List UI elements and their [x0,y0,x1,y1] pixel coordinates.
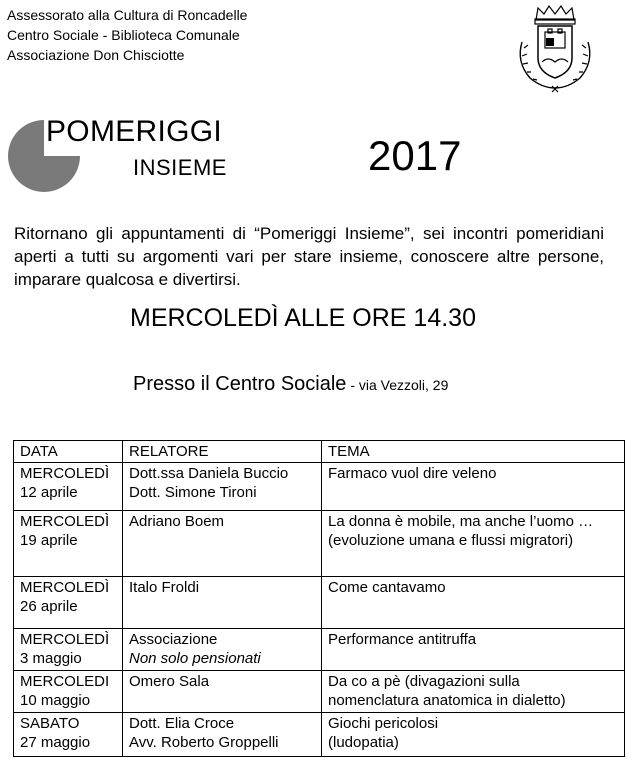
date: 27 maggio [20,734,91,751]
table-row [14,713,625,757]
date-cell [14,671,123,713]
date-cell [14,577,123,629]
column-header-date: DATA [14,441,123,463]
topic-detail: nomenclatura anatomica in dialetto) [328,692,566,709]
topic-cell [322,629,625,671]
date-cell [14,463,123,511]
speaker-cell [123,577,322,629]
table-row [14,671,625,713]
year: 2017 [368,132,462,179]
header-line-3: Associazione Don Chisciotte [7,47,185,63]
topic: Come cantavamo [328,579,446,596]
date: 10 maggio [20,692,91,709]
speaker-cell [123,463,322,511]
speaker: Italo Froldi [129,579,200,596]
date: 26 aprile [20,598,78,615]
speaker: Omero Sala [129,673,210,690]
day: MERCOLEDÌ [20,513,110,530]
topic-cell [322,511,625,577]
schedule-time: MERCOLEDÌ ALLE ORE 14.30 [130,304,476,332]
table-header-row [14,441,625,463]
day: MERCOLEDÌ [20,631,110,648]
speaker-cell [123,671,322,713]
topic: Da co a pè (divagazioni sulla [328,673,520,690]
topic-cell [322,463,625,511]
table-row [14,629,625,671]
topic-detail: (ludopatia) [328,734,399,751]
speaker: Dott.ssa Daniela Buccio [129,465,289,482]
schedule-table [13,440,625,757]
speaker-affiliation: Non solo pensionati [129,650,261,667]
date-cell [14,511,123,577]
table-row [14,511,625,577]
column-header-topic: TEMA [322,441,625,463]
date-cell [14,629,123,671]
speaker: Associazione [129,631,218,648]
day: MERCOLEDI [20,673,110,690]
municipal-crest-icon [508,2,602,94]
date-cell [14,713,123,757]
speaker-cell [123,629,322,671]
topic: Performance antitruffa [328,631,477,648]
date: 12 aprile [20,484,78,501]
venue [133,373,448,396]
topic-cell [322,577,625,629]
table-row [14,463,625,511]
table-row [14,577,625,629]
topic: Giochi pericolosi [328,715,439,732]
topic-cell [322,713,625,757]
day: MERCOLEDÌ [20,465,110,482]
speaker-cell [123,713,322,757]
venue-address: - via Vezzoli, 29 [346,377,449,393]
date: 19 aprile [20,532,78,549]
header-line-2: Centro Sociale - Biblioteca Comunale [7,27,240,43]
day: SABATO [20,715,80,732]
speaker: Adriano Boem [129,513,225,530]
speaker-cell [123,511,322,577]
intro-paragraph: Ritornano gli appuntamenti di “Pomeriggi Insieme”, sei incontri pomeridiani aperti a tutti su argomenti vari per stare insieme, conoscere altre persone, imparare qualcosa e divertirsi. [14,224,604,289]
date: 3 maggio [20,650,82,667]
speaker: Dott. Elia Croce [129,715,235,732]
logo-subtitle: INSIEME [133,155,227,180]
venue-name: Presso il Centro Sociale [133,373,347,395]
topic-cell [322,671,625,713]
topic-detail: (evoluzione umana e flussi migratori) [328,532,574,549]
logo-title: POMERIGGI [46,115,223,148]
column-header-speaker: RELATORE [123,441,322,463]
speaker: Avv. Roberto Groppelli [129,734,279,751]
day: MERCOLEDÌ [20,579,110,596]
header-line-1: Assessorato alla Cultura di Roncadelle [7,7,248,23]
speaker: Dott. Simone Tironi [129,484,257,501]
topic: La donna è mobile, ma anche l’uomo … [328,513,594,530]
topic: Farmaco vuol dire veleno [328,465,497,482]
